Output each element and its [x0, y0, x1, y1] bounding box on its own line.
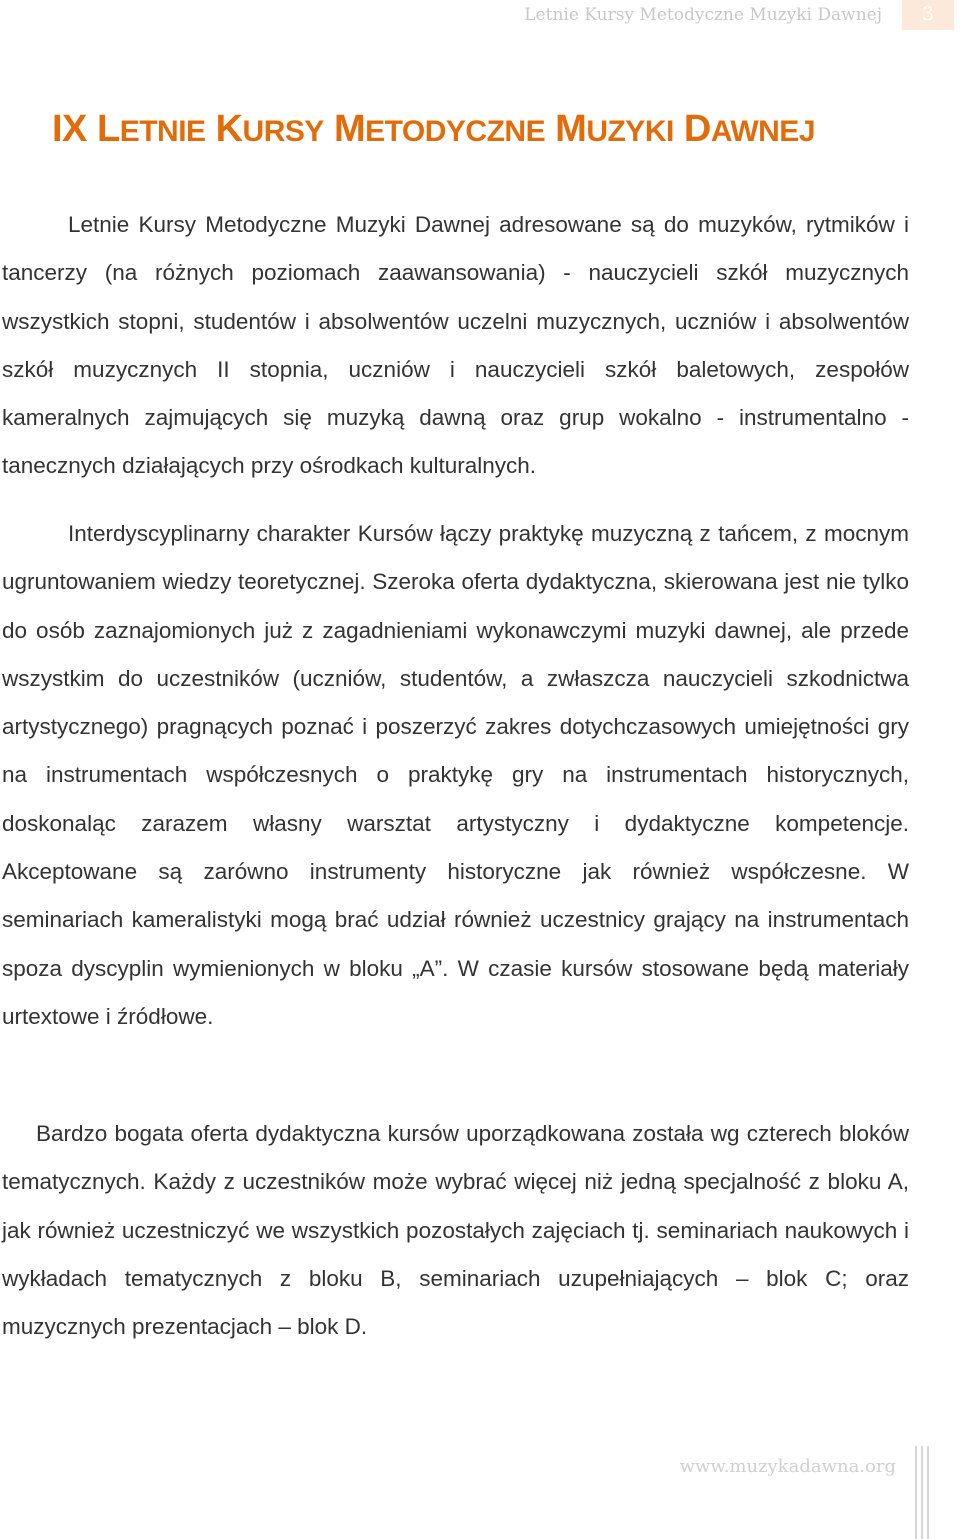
footer-url: www.muzykadawna.org	[679, 1456, 896, 1477]
title-word-1-rest: ETNIE	[119, 115, 206, 148]
paragraph-thematic-blocks: Bardzo bogata oferta dydaktyczna kursów uporządkowana została wg czterech bloków tematycznych. Każdy z uczestników może wybrać więcej niż jedną specjalność z bloku A, jak również uczestniczyć we wszystkich pozostałych zajęciach tj. seminariach naukowych i wykładach tematycznych z bloku B, seminariach uzupełniających – blok C; oraz muzycznych prezentacjach – blok D.	[2, 1121, 909, 1340]
title-word-1-cap: IX L	[52, 108, 120, 150]
title-word-3-cap: M	[323, 108, 366, 150]
document-title	[52, 108, 815, 151]
footer-rule	[915, 1446, 917, 1539]
paragraph-interdisciplinary: Interdyscyplinarny charakter Kursów łączy praktykę muzyczną z tańcem, z mocnym ugruntowaniem wiedzy teoretycznej. Szeroka oferta dydaktyczna, skierowana jest nie tylko do osób zaznajomionych już z zagadnieniami wykonawczymi muzyki dawnej, ale przede wszystkim do uczestników (uczniów, studentów, a zwłaszcza nauczycieli szkodnictwa artystycznego) pragnących poznać i poszerzyć zakres dotychczasowych umiejętności gry na instrumentach współczesnych o praktykę gry na instrumentach historycznych, doskonaląc zarazem własny warsztat artystyczny i dydaktyczne kompetencje. Akceptowane są zarówno instrumenty historyczne jak również współczesne. W seminariach kameralistyki mogą brać udział również uczestnicy grający na instrumentach spoza dyscyplin wymienionych w bloku „A”. W czasie kursów stosowane będą materiały urtextowe i źródłowe.	[2, 521, 909, 1029]
title-word-5-rest: AWNEJ	[710, 115, 815, 148]
paragraph-audience: Letnie Kursy Metodyczne Muzyki Dawnej adresowane są do muzyków, rytmików i tancerzy (na różnych poziomach zaawansowania) - nauczycieli szkół muzycznych wszystkich stopni, studentów i absolwentów uczelni muzycznych, uczniów i absolwentów szkół muzycznych II stopnia, uczniów i nauczycieli szkół baletowych, zespołów kameralnych zajmujących się muzyką dawną oraz grup wokalno - instrumentalno - tanecznych działających przy ośrodkach kulturalnych.	[2, 212, 909, 479]
title-word-3-rest: ETODYCZNE	[365, 115, 546, 148]
title-word-4-rest: UZYKI	[586, 115, 674, 148]
title-word-5-cap: D	[673, 108, 711, 150]
title-word-2-cap: K	[205, 108, 243, 150]
running-title: Letnie Kursy Metodyczne Muzyki Dawnej	[524, 5, 882, 25]
title-word-2-rest: URSY	[242, 115, 324, 148]
page-header	[0, 0, 960, 34]
title-word-4-cap: M	[545, 108, 587, 150]
footer-rule	[927, 1446, 929, 1539]
footer-rule	[921, 1446, 923, 1539]
page-number: 3	[902, 0, 954, 30]
